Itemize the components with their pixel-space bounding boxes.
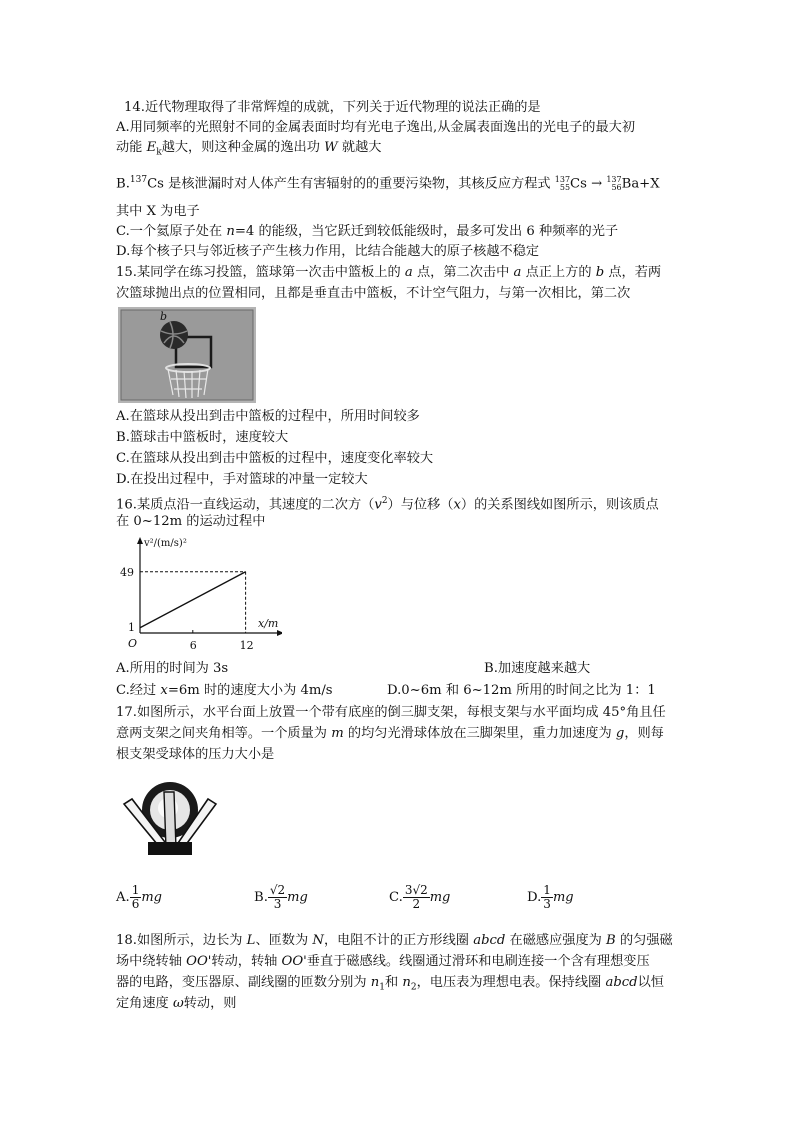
q17-option-a: A. $\frac{1}{6}$ mg: [116, 883, 163, 911]
q15-option-a: A.在篮球从投出到击中篮板的过程中，所用时间较多: [116, 409, 420, 424]
backboard: [121, 310, 253, 400]
q18-stem-line3: 器的电路，变压器原、副线圈的匝数分别为 $n_1$和 $n_2$，电压表为理想电表。保持线圈 abcd以恒: [116, 975, 664, 993]
y-tick-label-1: 1: [128, 620, 135, 634]
q18-stem-line1: 18.如图所示，边长为 L、匝数为 N，电阻不计的正方形线圈 abcd 在磁感应强度为 B 的匀强磁: [116, 933, 673, 948]
tripod-figure: [120, 778, 220, 860]
q17-option-c: C. $\frac{3√2}{2}$ mg: [389, 883, 451, 911]
q15-option-c: C.在篮球从投出到击中篮板的过程中，速度变化率较大: [116, 451, 434, 466]
x-axis-arrow: [277, 630, 282, 636]
y-axis-arrow: [137, 537, 143, 544]
q15-option-b: B.篮球击中篮板时，速度较大: [116, 430, 289, 445]
q16-stem-line2: 在 0~12m 的运动过程中: [116, 514, 266, 529]
y-axis-label: v²/(m/s)²: [144, 538, 187, 549]
q17-stem-line2: 意两支架之间夹角相等。一个质量为 m 的均匀光滑球体放在三脚架里，重力加速度为 g，则每: [116, 726, 664, 741]
q17-stem-line3: 根支架受球体的压力大小是: [116, 747, 275, 762]
q18-stem-line2: 场中绕转轴 OO'转动，转轴 OO'垂直于磁感线。线圈通过滑环和电刷连接一个含有理想变压: [116, 954, 650, 969]
q14-option-c: C.一个氦原子处在 n=4 的能级，当它跃迁到较低能级时，最多可发出 6 种频率的光子: [116, 224, 619, 239]
q17-option-b: B. $\frac{√2}{3}$ mg: [254, 883, 308, 911]
q16-option-a: A.所用的时间为 3s: [116, 661, 229, 676]
q14-option-a-line1: A.用同频率的光照射不同的金属表面时均有光电子逸出,从金属表面逸出的光电子的最大初: [116, 120, 636, 135]
tripod-leg-middle: [164, 792, 176, 848]
x-axis-label: x/m: [258, 617, 279, 630]
q16-stem-line1: 16.某质点沿一直线运动，其速度的二次方$(v^2)$与位移（x）的关系图线如图所示，则该质点: [116, 496, 659, 513]
q16-option-b: B.加速度越来越大: [484, 661, 591, 676]
q17-stem-line1: 17.如图所示，水平台面上放置一个带有底座的倒三脚支架，每根支架与水平面均成 45°角且任: [116, 705, 666, 720]
origin-label: O: [128, 637, 138, 650]
tripod-base: [148, 842, 192, 855]
basketball-figure: [118, 307, 256, 403]
y-tick-label-49: 49: [120, 565, 134, 579]
q16-option-d: D.0~6m 和 6~12m 所用的时间之比为 1：1: [387, 683, 656, 698]
q18-stem-line4: 定角速度 ω转动，则: [116, 996, 237, 1011]
q14-option-a-line2: 动能 $E_k$越大，则这种金属的逸出功 W 就越大: [116, 140, 382, 158]
q14-option-d: D.每个核子只与邻近核子产生核力作用，比结合能越大的原子核越不稳定: [116, 244, 540, 259]
q14-option-b-line1: B.$^{137}$Cs 是核泄漏时对人体产生有害辐射的的重要污染物，其核反应方程式 137 55 Cs → 137 56 Ba+X: [116, 174, 660, 192]
q15-stem-line2: 次篮球抛出点的位置相同，且都是垂直击中篮板，不计空气阻力，与第一次相比，第二次: [116, 286, 631, 301]
point-b-label: b: [160, 310, 168, 323]
data-series-line: [140, 572, 246, 628]
basketball: [160, 321, 188, 349]
q15-stem-line1: 15.某同学在练习投篮，篮球第一次击中篮板上的 a 点，第二次击中 a 点正上方的 b 点，若两: [116, 265, 662, 280]
q15-option-d: D.在投出过程中，手对篮球的冲量一定较大: [116, 472, 368, 487]
x-tick-label-6: 6: [189, 639, 197, 652]
x-tick-label-12: 12: [239, 639, 254, 652]
q17-option-d: D. $\frac{1}{3}$ mg: [527, 883, 574, 911]
v2-x-chart: [112, 535, 282, 653]
q14-stem: 14.近代物理取得了非常辉煌的成就，下列关于近代物理的说法正确的是: [124, 100, 541, 115]
q16-option-c: C.经过 x=6m 时的速度大小为 4m/s: [116, 683, 333, 698]
q14-option-b-line2: 其中 X 为电子: [116, 204, 200, 219]
